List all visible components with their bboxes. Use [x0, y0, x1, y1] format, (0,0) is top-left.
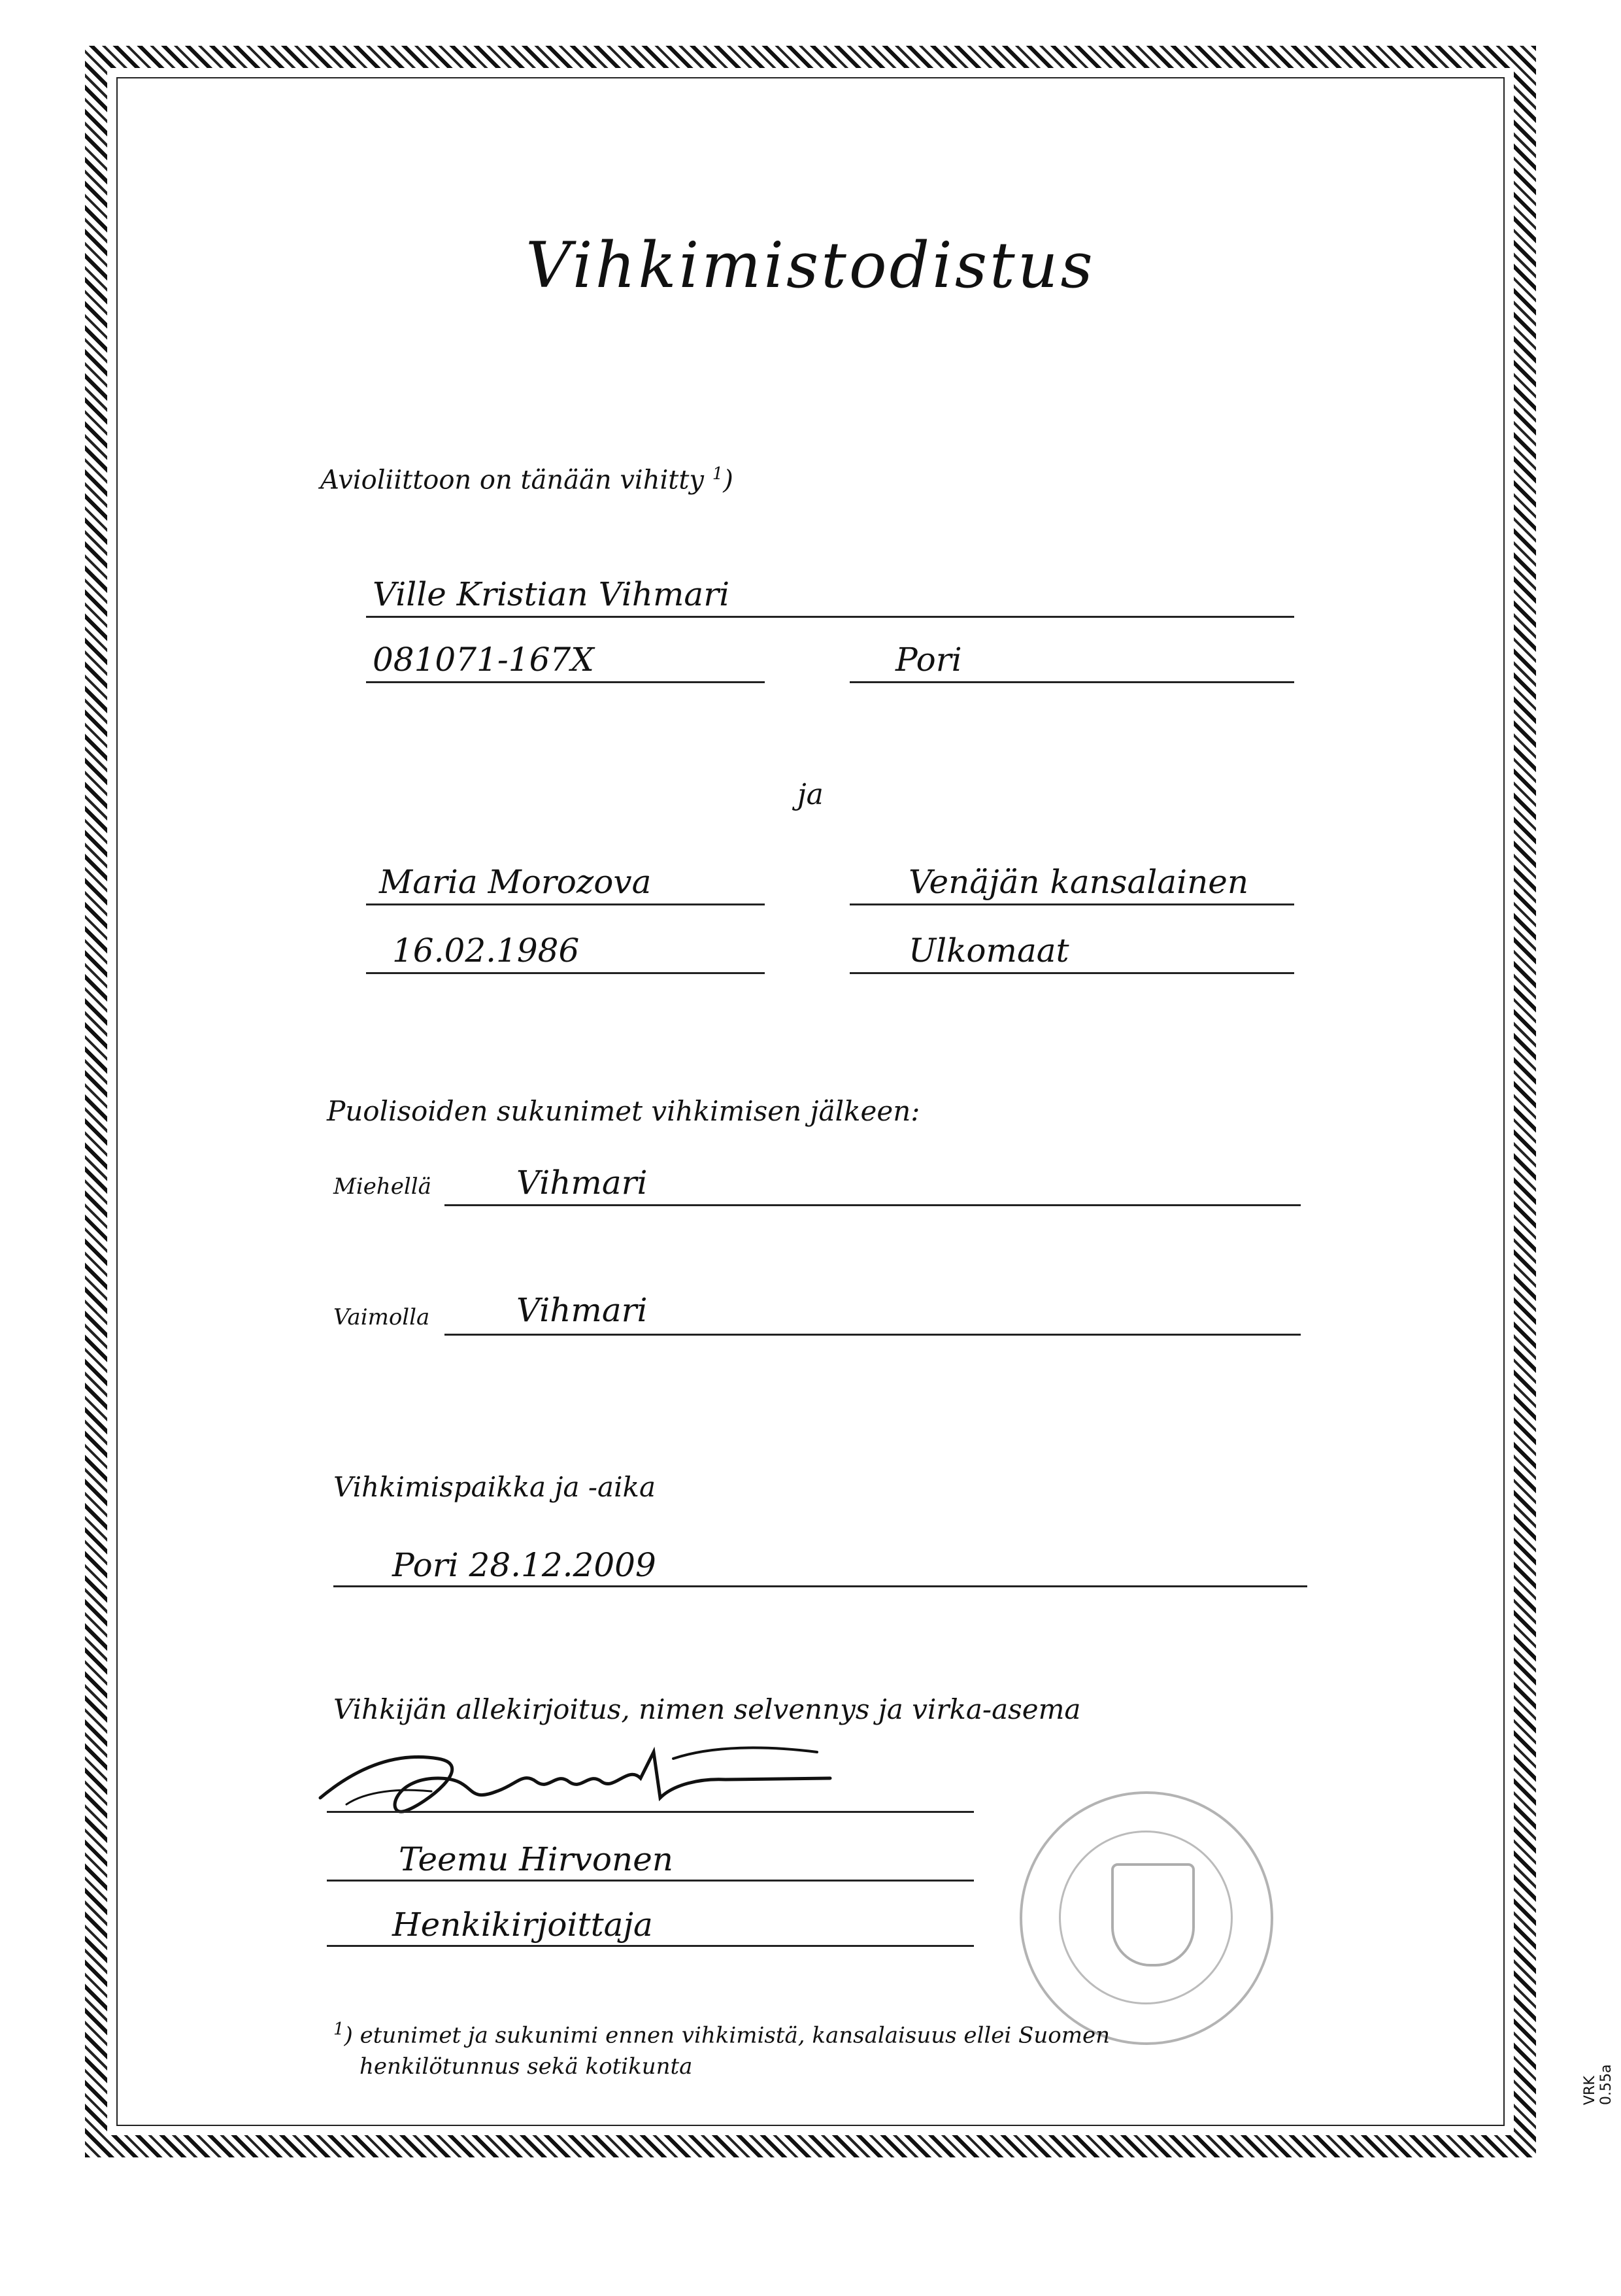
spouse1-municipality: Pori	[895, 641, 962, 679]
spouse2-birthdate: 16.02.1986	[392, 932, 580, 970]
certificate-title: Vihkimistodistus	[526, 229, 1095, 302]
coat-of-arms-icon	[1111, 1863, 1195, 1967]
signature-line	[327, 1811, 974, 1813]
footnote-line-2: henkilötunnus sekä kotikunta	[359, 2053, 693, 2080]
husband-label: Miehellä	[333, 1173, 431, 1200]
surnames-heading: Puolisoiden sukunimet vihkimisen jälkeen:	[327, 1095, 920, 1127]
spouse1-id-line	[366, 681, 765, 683]
wife-surname: Vihmari	[516, 1291, 648, 1329]
intro-label: Avioliittoon on tänään vihitty $^1$)	[320, 464, 733, 496]
officiant-name-line	[327, 1880, 974, 1882]
footnote	[333, 2014, 1110, 2082]
wife-surname-line	[444, 1334, 1301, 1336]
officiant-name: Teemu Hirvonen	[399, 1840, 673, 1878]
spouse2-birthdate-line	[366, 972, 765, 974]
spouse2-name-line	[366, 903, 765, 905]
husband-surname-line	[444, 1204, 1301, 1206]
officiant-label: Vihkijän allekirjoitus, nimen selvennys ja virka-asema	[333, 1693, 1081, 1725]
husband-surname: Vihmari	[516, 1164, 648, 1202]
footnote-line-1: $^1$) etunimet ja sukunimi ennen vihkimistä, kansalaisuus ellei Suomen	[333, 2019, 1110, 2049]
form-code: VRK 0.55a	[1582, 2064, 1614, 2105]
spouse2-name: Maria Morozova	[379, 863, 652, 901]
place-time-line	[333, 1585, 1307, 1587]
spouse2-citizenship: Venäjän kansalainen	[909, 863, 1249, 901]
conjunction: ja	[797, 778, 824, 811]
spouse1-name: Ville Kristian Vihmari	[373, 575, 730, 613]
spouse2-municipality: Ulkomaat	[909, 932, 1069, 970]
place-time-label: Vihkimispaikka ja -aika	[333, 1471, 656, 1503]
spouse1-name-line	[366, 616, 1294, 618]
spouse1-id: 081071-167X	[373, 641, 594, 679]
spouse2-citizenship-line	[850, 903, 1294, 905]
spouse2-municipality-line	[850, 972, 1294, 974]
officiant-title-line	[327, 1945, 974, 1947]
wife-label: Vaimolla	[333, 1304, 430, 1330]
officiant-signature	[307, 1726, 843, 1831]
spouse1-municipality-line	[850, 681, 1294, 683]
place-time: Pori 28.12.2009	[392, 1546, 656, 1584]
officiant-title: Henkikirjoittaja	[392, 1906, 653, 1944]
